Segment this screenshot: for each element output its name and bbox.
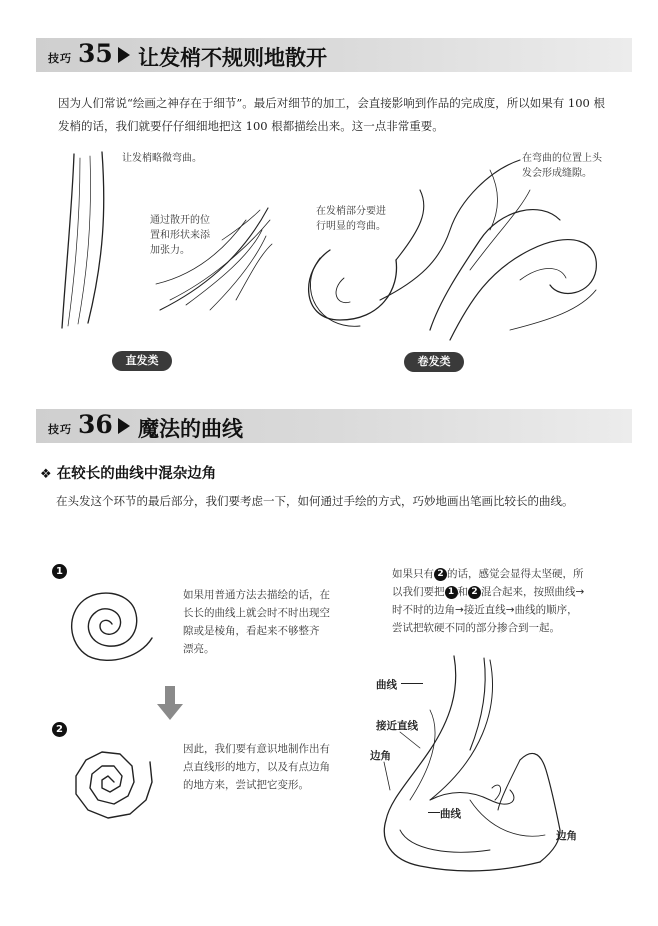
label-curve-top: 曲线 — [376, 677, 423, 692]
note-mix: 如果只有 2 的话，感觉会显得太坚硬，所 以我们要把 1 和 2 混合起来，按照曲线→ 时不时的边角→接近直线→曲线的顺序， 尝试把软硬不同的部分掺合到一起。 — [392, 568, 585, 634]
subhead: ❖ 在较长的曲线中混杂边角 — [40, 466, 217, 482]
label-corner-right: 边角 — [556, 830, 577, 842]
play-arrow-icon — [118, 47, 130, 63]
circle-number-2: 2 — [468, 586, 481, 599]
leader-line — [396, 730, 426, 752]
tip36-header — [36, 409, 632, 443]
leader-line — [378, 760, 398, 794]
smooth-spiral-illustration — [60, 578, 160, 668]
down-arrow-icon — [156, 686, 184, 722]
step-2-number: 2 — [52, 722, 67, 737]
tag-curly-hair: 卷发类 — [404, 352, 464, 372]
label-curve-inner: 曲线 — [428, 806, 461, 821]
tip-label: 技巧 — [48, 423, 72, 436]
label-near-straight: 接近直线 — [376, 720, 418, 732]
circle-number-2: 2 — [434, 568, 447, 581]
straight-hair-illustration — [40, 148, 130, 348]
diamond-bullet-icon: ❖ — [40, 467, 52, 482]
label-corner-left: 边角 — [370, 750, 391, 762]
tip36-intro: 在头发这个环节的最后部分，我们要考虑一下，如何通过手绘的方式，巧妙地画出笔画比较长的曲线。 — [56, 494, 574, 508]
note-step2: 因此，我们要有意识地制作出有 点直线形的地方，以及有点边角 的地方来，尝试把它变形。 — [183, 743, 330, 791]
spread-hair-tips-illustration — [150, 200, 280, 320]
tip-number: 35 — [78, 39, 113, 68]
play-arrow-icon — [118, 418, 130, 434]
tip-title: 让发梢不规则地散开 — [138, 46, 327, 70]
note-curve: 在发梢部分要进 行明显的弯曲。 — [316, 206, 386, 232]
note-spread: 通过散开的位 置和形状来添 加张力。 — [150, 215, 210, 256]
angular-spiral-illustration — [58, 730, 168, 830]
circle-number-1: 1 — [445, 586, 458, 599]
note-step1: 如果用普通方法去描绘的话，在 长长的曲线上就会时不时出现空 隙或是棱角，看起来不够整齐 漂亮。 — [183, 589, 330, 655]
note-bend: 让发梢略微弯曲。 — [122, 153, 202, 164]
tip-label: 技巧 — [48, 52, 72, 65]
tip35-intro: 因为人们常说“绘画之神存在于细节”。最后对细节的加工，会直接影响到作品的完成度，所以如果有 100 根发梢的话，我们就要仔仔细细地把这 100 根都描绘出来。这一点非常重要。 — [58, 96, 606, 133]
tip-title: 魔法的曲线 — [138, 417, 243, 441]
tip35-header — [36, 38, 632, 72]
note-seam: 在弯曲的位置上头 发会形成缝隙。 — [522, 153, 602, 179]
tip-number: 36 — [78, 410, 113, 439]
tag-straight-hair: 直发类 — [112, 351, 172, 371]
step-1-number: 1 — [52, 564, 67, 579]
